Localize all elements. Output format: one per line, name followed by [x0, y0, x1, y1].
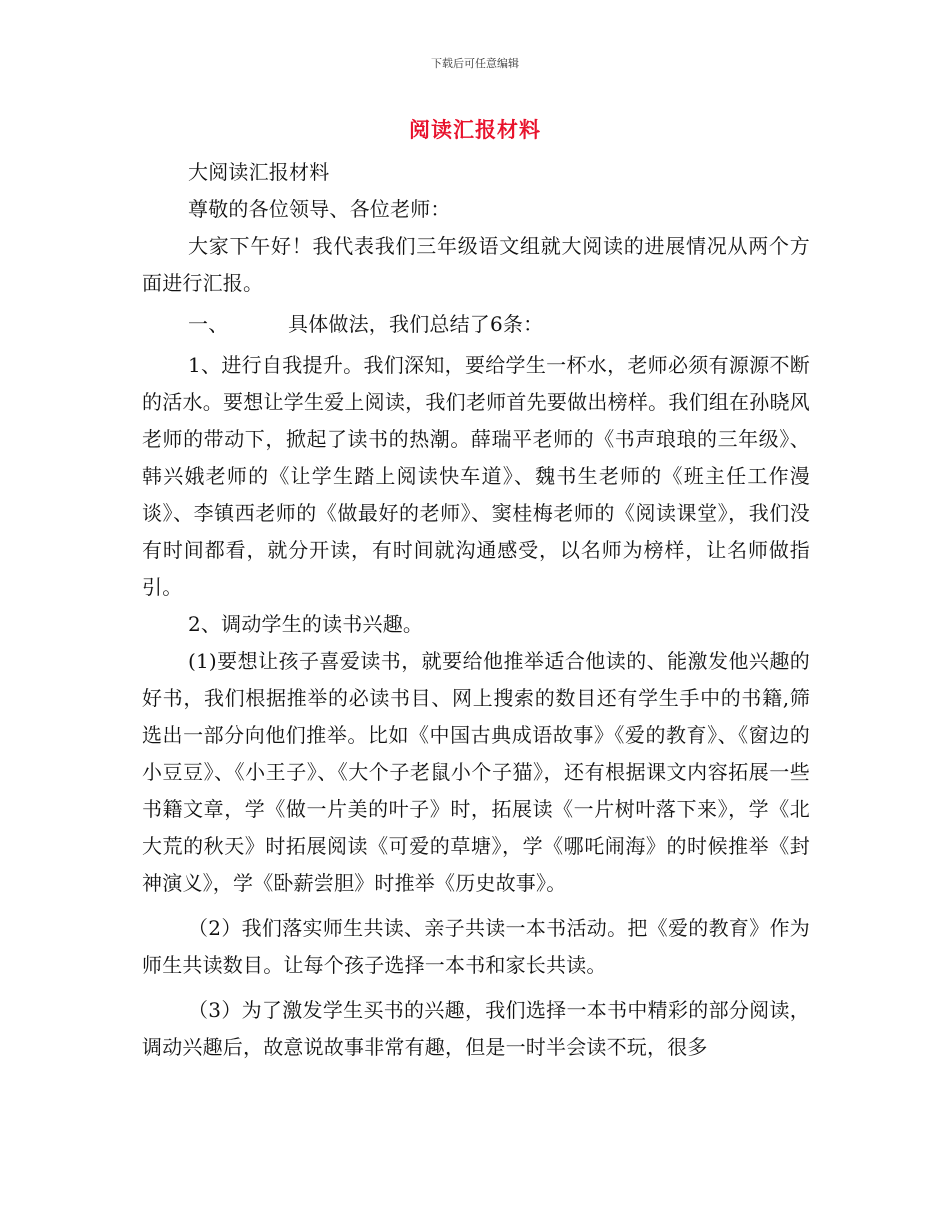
document-body — [142, 154, 810, 1066]
paragraph-item-2: 2、调动学生的读书兴趣。 — [188, 612, 424, 636]
paragraph-item-1: 1、进行自我提升。我们深知，要给学生一杯水，老师必须有源源不断的活水。要想让学生爱上阅读，我们老师首先要做出榜样。我们组在孙晓风老师的带动下，掀起了读书的热潮。薛瑞平老师的《书声琅琅的三年级》、韩兴娥老师的《让学生踏上阅读快车道》、魏书生老师的《班主任工作漫谈》、李镇西老师的《做最好的老师》、窦桂梅老师的《阅读课堂》，我们没有时间都看，就分开读，有时间就沟通感受，以名师为榜样，让名师做指引。 — [142, 353, 810, 599]
paragraph-salutation: 尊敬的各位领导、各位老师： — [188, 197, 451, 221]
paragraph-item-2-2: （2）我们落实师生共读、亲子共读一本书活动。把《爱的教育》作为师生共读数目。让每个孩子选择一本书和家长共读。 — [142, 916, 810, 977]
section-number: 一、 — [188, 312, 229, 336]
section-heading: 具体做法，我们总结了6条： — [288, 312, 544, 336]
page-header-note: 下载后可任意编辑 — [431, 57, 519, 70]
paragraph-greeting: 大家下午好！我代表我们三年级语文组就大阅读的进展情况从两个方面进行汇报。 — [142, 234, 810, 295]
paragraph-item-2-1: (1)要想让孩子喜爱读书，就要给他推举适合他读的、能激发他兴趣的好书，我们根据推举的必读书目、网上搜索的数目还有学生手中的书籍,筛选出一部分向他们推举。比如《中国古典成语故事》《爱的教育》、《窗边的小豆豆》、《小王子》、《大个子老鼠小个子猫》，还有根据课文内容拓展一些书籍文章，学《做一片美的叶子》时，拓展读《一片树叶落下来》，学《北大荒的秋天》时拓展阅读《可爱的草塘》，学《哪吒闹海》的时候推举《封神演义》，学《卧薪尝胆》时推举《历史故事》。 — [142, 649, 810, 895]
paragraph-item-2-3: （3）为了激发学生买书的兴趣，我们选择一本书中精彩的部分阅读，调动兴趣后，故意说故事非常有趣，但是一时半会读不玩，很多 — [142, 998, 810, 1059]
paragraph-subtitle: 大阅读汇报材料 — [188, 160, 330, 184]
paragraph-section-one — [142, 306, 810, 343]
document-title: 阅读汇报材料 — [409, 118, 541, 142]
